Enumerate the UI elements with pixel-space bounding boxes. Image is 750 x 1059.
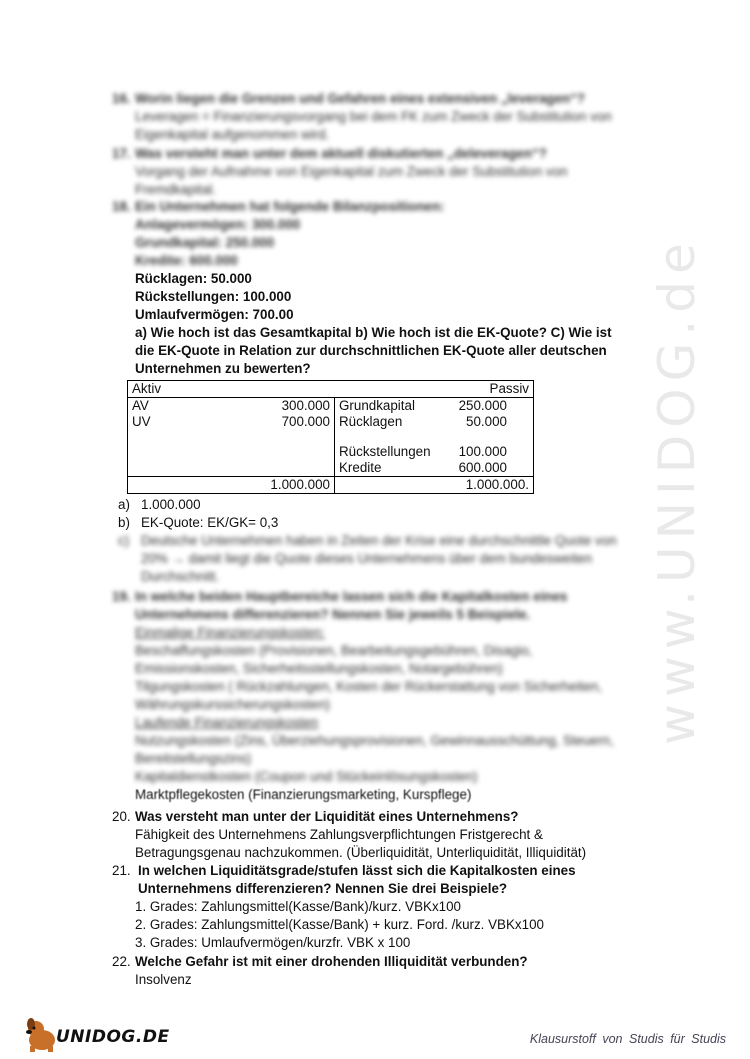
table-row xyxy=(128,460,534,477)
aktiv-label: AV xyxy=(132,398,149,413)
question-number: 18. xyxy=(112,199,131,214)
position-line: Kredite: 600.000 xyxy=(135,253,238,268)
question-text: In welche beiden Hauptbereiche lassen sich die Kapitalkosten eines Unternehmens differenzieren? Nennen Sie jeweils 5 Beispiele. xyxy=(135,589,568,622)
list-item: Nutzungskosten (Zins, Überziehungsprovisionen, Gewinnausschüttung, Steuern, Bereitstellungszins) xyxy=(135,733,614,766)
footer-slogan: Klausurstoff von Studis für Studis xyxy=(529,1032,726,1046)
passiv-value: 100.000 xyxy=(458,444,507,459)
aktiv-label: UV xyxy=(132,414,151,429)
question-text: Welche Gefahr ist mit einer drohenden Illiquidität verbunden? xyxy=(135,954,528,969)
question-text: Worin liegen die Grenzen und Gefahren eines extensiven „leveragen“? xyxy=(135,91,585,106)
logo-text: UNIDOG.DE xyxy=(56,1027,170,1047)
question-number: 17. xyxy=(112,146,131,161)
question-text: Was versteht man unter der Liquidität eines Unternehmens? xyxy=(135,809,519,824)
balance-sheet-table xyxy=(127,380,534,494)
subheading: Einmalige Finanzierungskosten: xyxy=(135,625,325,640)
question-text: Was versteht man unter dem aktuell diskutierten „deleveragen“? xyxy=(135,146,547,161)
table-row xyxy=(128,430,534,444)
watermark-text: www.UNIDOG.de xyxy=(648,236,706,745)
answer-a: a) 1.000.000 xyxy=(118,497,201,512)
question-20 xyxy=(112,808,632,862)
subheading: Laufende Finanzierungskosten xyxy=(135,715,319,730)
list-item: Kapitaldienstkosten (Coupon und Stückeinlösungskosten) xyxy=(135,769,478,784)
answer-c: c) Deutsche Unternehmen haben in Zeiten der Krise eine durchschnittle Quote von 20% → damit liegt die Quote dieses Unternehmens über dem bundesweiten Durchschnitt. xyxy=(118,533,617,584)
passiv-label: Grundkapital xyxy=(339,398,415,413)
question-18 xyxy=(112,198,632,378)
question-number: 21. xyxy=(112,863,131,878)
list-item: 2. Grades: Zahlungsmittel(Kasse/Bank) + kurz. Ford. /kurz. VBKx100 xyxy=(135,917,544,932)
list-item: 3. Grades: Umlaufvermögen/kurzfr. VBK x 100 xyxy=(135,935,411,950)
position-line: Umlaufvermögen: 700.00 xyxy=(135,307,294,322)
list-item: Marktpflegekosten (Finanzierungsmarketing, Kurspflege) xyxy=(135,787,472,802)
passiv-header: Passiv xyxy=(335,381,534,398)
position-line: Grundkapital: 250.000 xyxy=(135,235,275,250)
table-row xyxy=(128,444,534,460)
position-line: Rückstellungen: 100.000 xyxy=(135,289,292,304)
aktiv-value: 700.000 xyxy=(226,414,335,430)
question-19 xyxy=(112,588,632,804)
passiv-label: Rücklagen xyxy=(339,414,403,429)
task-text: a) Wie hoch ist das Gesamtkapital b) Wie hoch ist die EK-Quote? C) Wie ist die EK-Quote in Relation zur durchschnittlichen EK-Quote aller deutschen Unternehmen zu bewerten? xyxy=(135,325,612,376)
passiv-value: 600.000 xyxy=(458,460,507,475)
table-row xyxy=(128,398,534,415)
passiv-label: Kredite xyxy=(339,460,382,475)
list-item: Tilgungskosten ( Rückzahlungen, Kosten der Rückerstattung von Sicherheiten, Währungskurssicherungskosten) xyxy=(135,679,602,712)
answer-text: Leveragen = Finanzierungsvorgang bei dem FK zum Zweck der Substitution von Eigenkapital aufgenommen wird. xyxy=(135,109,612,142)
list-item: 1. Grades: Zahlungsmittel(Kasse/Bank)/kurz. VBKx100 xyxy=(135,899,461,914)
position-line: Anlagevermögen: 300.000 xyxy=(135,217,301,232)
question-17 xyxy=(112,145,632,199)
position-line: Rücklagen: 50.000 xyxy=(135,271,252,286)
table-header-row xyxy=(128,381,534,398)
question-21 xyxy=(112,862,632,952)
passiv-value: 250.000 xyxy=(458,398,507,413)
table-total-row xyxy=(128,477,534,494)
answer-b: b) EK-Quote: EK/GK= 0,3 xyxy=(118,515,279,530)
table-row xyxy=(128,414,534,430)
aktiv-value: 300.000 xyxy=(226,398,335,415)
aktiv-total: 1.000.000 xyxy=(226,477,335,494)
question-number: 16. xyxy=(112,91,131,106)
question-number: 20. xyxy=(112,809,131,824)
question-number: 19. xyxy=(112,589,131,604)
passiv-total: 1.000.000. xyxy=(335,477,534,494)
question-16 xyxy=(112,90,632,144)
list-item: Beschaffungskosten (Provisionen, Bearbeitungsgebühren, Disagio, Emissionskosten, Sicherheitsstellungskosten, Notargebühren) xyxy=(135,643,533,676)
aktiv-header: Aktiv xyxy=(128,381,335,398)
question-number: 22. xyxy=(112,954,131,969)
passiv-label: Rückstellungen xyxy=(339,444,431,459)
answer-text: Insolvenz xyxy=(135,972,192,987)
answer-text: Fähigkeit des Unternehmens Zahlungsverpflichtungen Fristgerecht & Betragungsgenau nachzukommen. (Überliquidität, Unterliquidität, Illiquidität) xyxy=(135,827,587,860)
question-text: In welchen Liquiditätsgrade/stufen lässt sich die Kapitalkosten eines Unternehmens differenzieren? Nennen Sie drei Beispiele? xyxy=(138,863,576,896)
passiv-value: 50.000 xyxy=(466,414,507,429)
unidog-logo[interactable] xyxy=(22,1014,170,1054)
answer-text: Vorgang der Aufnahme von Eigenkapital zum Zweck der Substitution von Fremdkapital. xyxy=(135,164,568,197)
question-text: Ein Unternehmen hat folgende Bilanzpositionen: xyxy=(135,199,445,214)
question-22 xyxy=(112,953,632,989)
